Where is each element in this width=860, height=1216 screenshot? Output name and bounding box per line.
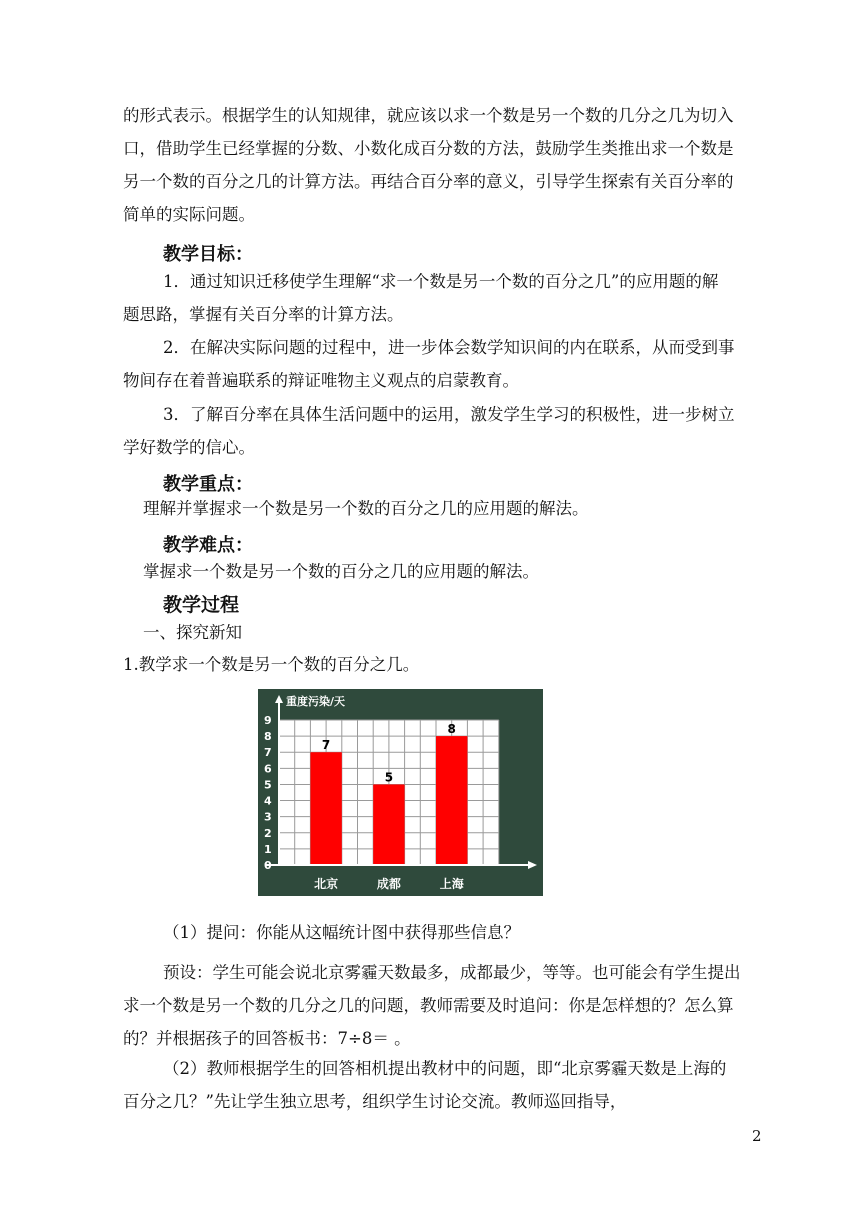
goal-item [123, 398, 763, 464]
y-tick-label: 9 [264, 714, 272, 727]
question-one [123, 916, 763, 949]
item-one-title: 1.教学求一个数是另一个数的百分之几。 [123, 655, 420, 674]
question-two-line: 百分之几？”先让学生独立思考，组织学生讨论交流。教师巡回指导， [123, 1092, 627, 1111]
goal-item [123, 331, 763, 397]
y-tick-label: 4 [264, 794, 272, 808]
intro-line: 简单的实际问题。 [123, 205, 255, 224]
preset-line: 预设：学生可能会说北京雾霾天数最多，成都最少，等等。也可能会有学生提出 [163, 963, 741, 982]
question-two-line: （2）教师根据学生的回答相机提出教材中的问题，即“北京雾霾天数是上海的 [163, 1059, 727, 1078]
key-text: 理解并掌握求一个数是另一个数的百分之几的应用题的解法。 [143, 499, 589, 518]
goal-line: 题思路，掌握有关百分率的计算方法。 [123, 305, 404, 324]
goals-heading: 教学目标： [163, 244, 253, 265]
goal-line: 3．了解百分率在具体生活问题中的运用，激发学生学习的积极性，进一步树立 [163, 405, 735, 424]
key-paragraph [123, 492, 763, 525]
difficulty-heading: 教学难点： [163, 535, 253, 556]
goal-line: 1．通过知识迁移使学生理解“求一个数是另一个数的百分之几”的应用题的解 [163, 272, 719, 291]
y-tick-label: 1 [264, 842, 272, 856]
bar [436, 736, 467, 865]
intro-line: 另一个数的百分之几的计算方法。再结合百分率的意义，引导学生探索有关百分率的 [123, 172, 734, 191]
y-tick-label: 7 [264, 746, 272, 760]
goal-line: 物间存在着普遍联系的辩证唯物主义观点的启蒙教育。 [123, 371, 519, 390]
x-tick-label: 上海 [439, 877, 464, 891]
bar-value-label: 5 [384, 770, 394, 785]
y-tick-label: 6 [264, 762, 272, 776]
preset-line: 的？并根据孩子的回答板书：7÷8＝ 。 [123, 1029, 411, 1048]
section-one [123, 616, 763, 649]
goal-item [123, 265, 763, 331]
preset-paragraph [123, 956, 763, 1055]
y-axis-label: 重度污染/天 [286, 695, 346, 708]
y-tick-label: 2 [264, 826, 272, 840]
y-tick-label: 8 [264, 730, 272, 744]
goal-line: 学好数学的信心。 [123, 438, 255, 457]
bar-value-label: 7 [321, 738, 331, 753]
difficulty-paragraph [123, 555, 763, 588]
pollution-bar-chart [258, 689, 543, 896]
bar [310, 752, 341, 865]
y-tick-label: 3 [264, 810, 272, 824]
intro-line: 的形式表示。根据学生的认知规律，就应该以求一个数是另一个数的几分之几为切入 [123, 106, 734, 125]
preset-line: 求一个数是另一个数的几分之几的问题，教师需要及时追问：你是怎样想的？怎么算 [123, 996, 734, 1015]
x-tick-label: 成都 [376, 877, 401, 891]
chart-svg [258, 689, 543, 896]
question-one-text: （1）提问：你能从这幅统计图中获得那些信息？ [163, 923, 520, 942]
y-tick-label: 0 [264, 859, 272, 872]
key-heading: 教学重点： [163, 474, 253, 495]
page-number: 2 [752, 1127, 762, 1145]
process-heading: 教学过程 [163, 594, 240, 616]
x-tick-label: 北京 [314, 877, 339, 891]
y-tick-label: 5 [264, 778, 272, 792]
bar [373, 784, 404, 865]
intro-paragraph [123, 99, 763, 231]
goal-line: 2．在解决实际问题的过程中，进一步体会数学知识间的内在联系，从而受到事 [163, 338, 735, 357]
bar-value-label: 8 [447, 722, 456, 737]
section-one-title: 一、探究新知 [143, 623, 242, 642]
difficulty-text: 掌握求一个数是另一个数的百分之几的应用题的解法。 [143, 562, 539, 581]
item-one [123, 648, 763, 681]
intro-line: 口，借助学生已经掌握的分数、小数化成百分数的方法，鼓励学生类推出求一个数是 [123, 139, 734, 158]
question-two [123, 1052, 763, 1118]
